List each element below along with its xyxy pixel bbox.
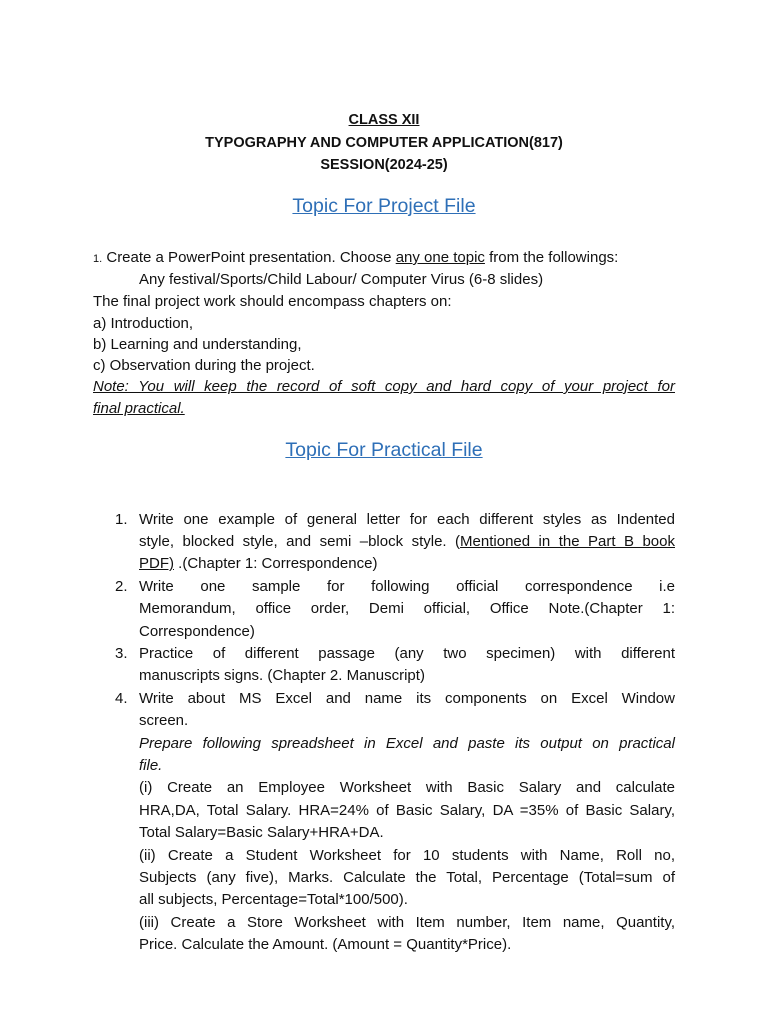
practical-item-number: 3. [115,645,128,662]
practical-item-4-line-2: screen. [139,712,189,729]
session-title: SESSION(2024-25) [320,157,448,173]
project-note-line-1: Note: You will keep the record of soft copy and hard copy of your project for [93,378,675,395]
practical-item-1-chapter: .(Chapter 1: Correspondence) [174,555,378,572]
project-item-1 [93,247,618,270]
practical-item-2-line-3: Correspondence) [139,623,255,640]
employee-worksheet-line: Total Salary=Basic Salary+HRA+DA. [139,824,384,841]
store-worksheet-line: Price. Calculate the Amount. (Amount = Quantity*Price). [139,936,512,953]
student-worksheet-line: all subjects, Percentage=Total*100/500). [139,891,408,908]
employee-worksheet-line: (i) Create an Employee Worksheet with Basic Salary and calculate [139,779,675,796]
practical-item-number: 4. [115,690,128,707]
project-topics: Any festival/Sports/Child Labour/ Computer Virus (6-8 slides) [139,271,544,288]
practical-item-3-line-2: manuscripts signs. (Chapter 2. Manuscript) [139,667,425,684]
practical-item-1-line-3 [139,553,377,575]
excel-instruction-line-1: Prepare following spreadsheet in Excel and paste its output on practical [139,735,675,752]
practical-item-number: 2. [115,578,128,595]
class-title-text: CLASS XII [348,112,420,128]
excel-instruction-line-2: file. [139,757,163,774]
practical-file-heading: Topic For Practical File [285,439,483,461]
book-reference: Mentioned in the Part B book [460,533,675,550]
student-worksheet-line: Subjects (any five), Marks. Calculate the Total, Percentage (Total=sum of [139,869,675,886]
practical-item-1-line-2 [139,531,675,553]
practical-item-2-line-2: Memorandum, office order, Demi official, Office Note.(Chapter 1: [139,600,675,617]
project-intro-a: Create a PowerPoint presentation. Choose [106,249,396,266]
student-worksheet-line: (ii) Create a Student Worksheet for 10 students with Name, Roll no, [139,847,675,864]
project-intro-b: from the followings: [484,249,619,266]
practical-item-1-line-1: Write one example of general letter for each different styles as Indented [139,511,675,528]
employee-worksheet-line: HRA,DA, Total Salary. HRA=24% of Basic Salary, DA =35% of Basic Salary, [139,802,675,819]
chapter-item: b) Learning and understanding, [93,336,302,353]
chapter-item: c) Observation during the project. [93,357,315,374]
chapters-intro: The final project work should encompass chapters on: [93,293,452,310]
practical-item-2-line-1: Write one sample for following official correspondence i.e [139,578,675,595]
subject-title: TYPOGRAPHY AND COMPUTER APPLICATION(817) [205,135,563,151]
practical-item-number: 1. [115,511,128,528]
project-file-heading: Topic For Project File [292,195,476,217]
project-note-line-2: final practical. [93,400,185,417]
chapter-item: a) Introduction, [93,315,194,332]
practical-item-4-line-1: Write about MS Excel and name its components on Excel Window [139,690,675,707]
class-title [0,110,768,130]
book-reference-end: PDF) [139,555,174,572]
project-intro-underlined: any one topic [395,249,485,266]
project-item-number: 1. [93,253,103,265]
store-worksheet-line: (iii) Create a Store Worksheet with Item number, Item name, Quantity, [139,914,675,931]
practical-item-3-line-1: Practice of different passage (any two specimen) with different [139,645,675,662]
practical-item-1-line-2-text: style, blocked style, and semi –block style. ( [139,533,461,550]
